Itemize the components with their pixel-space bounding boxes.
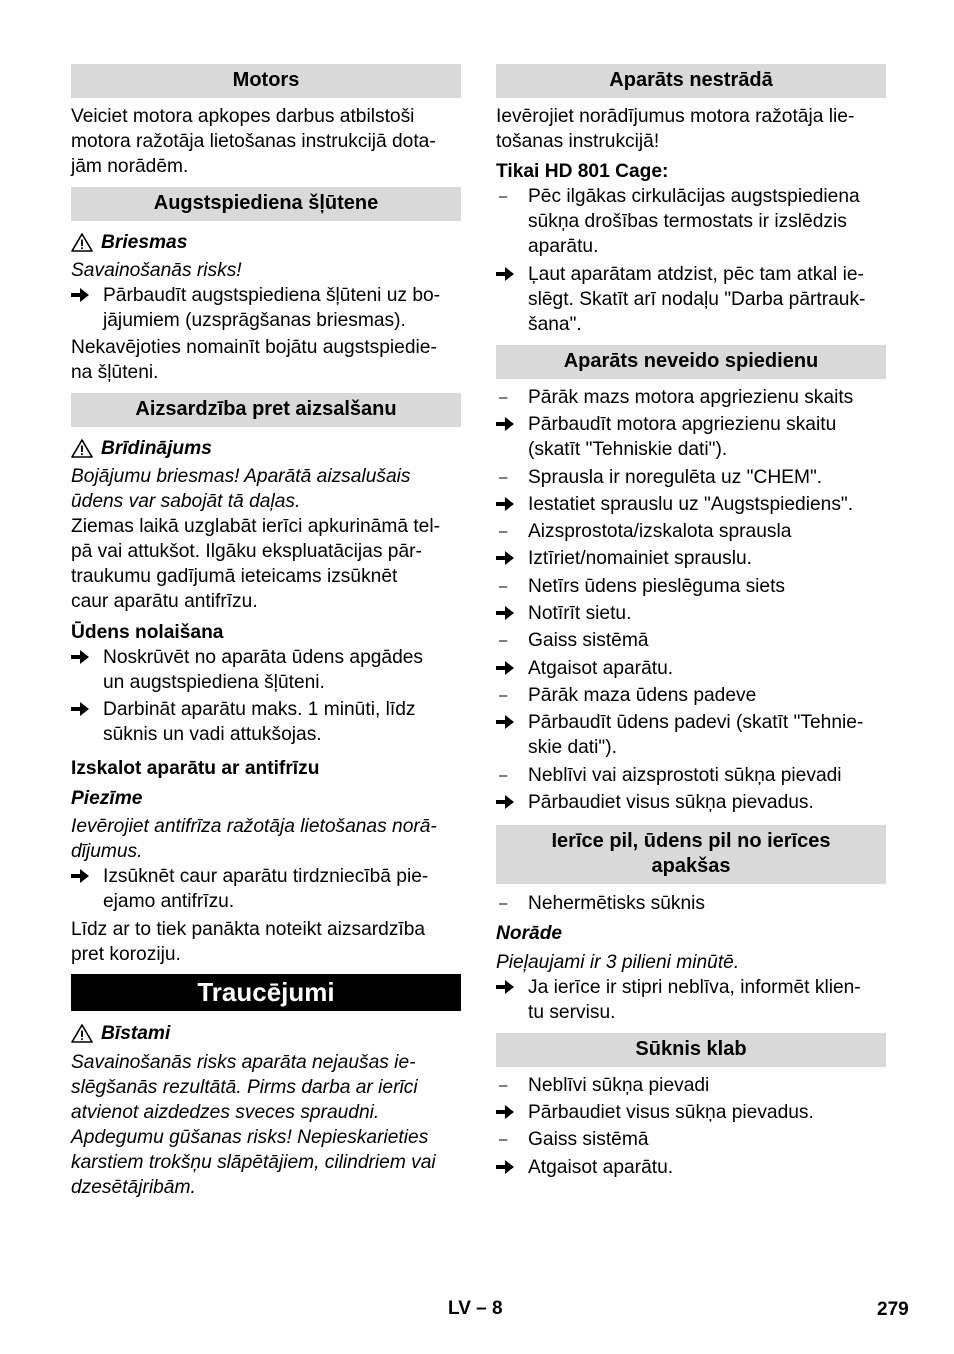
heading-line: apakšas — [651, 854, 731, 877]
frost-body-text — [71, 514, 461, 614]
warning-danger — [71, 230, 461, 255]
rinse-after-text — [71, 917, 461, 967]
text-line: slēgšanās rezultātā. Pirms darba ar ierīci — [71, 1077, 418, 1098]
text-line: Līdz ar to tiek panākta noteikt aizsardzība — [71, 919, 426, 940]
list-item — [496, 546, 886, 571]
dash-bullet: – — [499, 1131, 508, 1149]
text-line: Noskrūvēt no aparāta ūdens apgādes — [103, 647, 424, 668]
text-line: pā vai attukšot. Ilgāku ekspluatācijas pār- — [71, 541, 422, 562]
text-line: Veiciet motora apkopes darbus atbilstoši — [71, 106, 415, 127]
text-line: dījumus. — [71, 841, 143, 862]
text-line: Nehermētisks sūknis — [528, 892, 706, 914]
text-line: Notīrīt sietu. — [528, 603, 632, 625]
dash-bullet: – — [499, 523, 508, 541]
note-label: Piezīme — [71, 788, 143, 809]
text-line: Apdegumu gūšanas risks! Nepieskarieties — [71, 1127, 429, 1148]
arrow-right-icon — [71, 283, 93, 302]
list-item — [496, 790, 886, 815]
text-line: (skatīt "Tehniskie dati"). — [528, 439, 728, 461]
list-item — [496, 1073, 886, 1098]
list-item — [496, 492, 886, 517]
text-line: Neblīvi vai aizsprostoti sūkņa pievadi — [528, 764, 842, 786]
list-item — [496, 1127, 886, 1152]
dash-bullet: – — [499, 894, 508, 912]
list-item — [496, 710, 886, 760]
warning-caution — [71, 436, 461, 461]
right-column — [496, 64, 886, 1180]
text-line: Savainošanās risks aparāta nejaušas ie- — [71, 1052, 416, 1073]
text-line: Pārbaudīt motora apgriezienu skaitu — [528, 414, 837, 436]
text-line: Pārbaudiet visus sūkņa pievadus. — [528, 1102, 814, 1124]
footer-page-number: 279 — [877, 1299, 909, 1320]
warning-label: Briesmas — [101, 232, 188, 253]
chapter-heading-faults: Traucējumi — [71, 974, 461, 1011]
list-item — [496, 891, 886, 916]
text-line: Ja ierīce ir stipri neblīva, informēt klien- — [528, 976, 861, 998]
text-line: Ziemas laikā uzglabāt ierīci apkurināmā tel- — [71, 516, 440, 537]
list-item — [496, 975, 886, 1025]
text-line: Pārbaudīt augstspiediena šļūteni uz bo- — [103, 285, 441, 306]
arrow-right-icon — [71, 864, 93, 883]
text-line: sūknis un vadi attukšojas. — [103, 724, 322, 745]
text-line: karstiem trokšņu slāpētājiem, cilindriem vai — [71, 1152, 436, 1173]
warning-triangle-icon — [71, 233, 93, 252]
arrow-right-icon — [496, 262, 518, 281]
text-line: Pārbaudīt ūdens padevi (skatīt "Tehnie- — [528, 712, 864, 734]
list-item — [71, 864, 461, 914]
text-line: Pēc ilgākas cirkulācijas augstspiediena — [528, 186, 860, 207]
text-line: ūdens var sabojāt tā daļas. — [71, 491, 301, 512]
text-line: tošanas instrukcijā! — [496, 131, 660, 152]
text-line: Bojājumu briesmas! Aparātā aizsalušais — [71, 466, 411, 487]
list-item — [496, 184, 886, 259]
list-item — [496, 628, 886, 653]
text-line: Sprausla ir noregulēta uz "CHEM". — [528, 466, 823, 488]
text-line: Neblīvi sūkņa pievadi — [528, 1074, 710, 1096]
text-line: sūkņa drošības termostats ir izslēdzis — [528, 211, 847, 232]
dash-bullet: – — [499, 632, 508, 650]
knocking-list — [496, 1073, 886, 1180]
list-item — [71, 645, 461, 695]
section-heading-knocking: Sūknis klab — [496, 1033, 886, 1067]
not-working-intro — [496, 104, 886, 154]
text-line: Netīrs ūdens pieslēguma siets — [528, 575, 786, 597]
text-line: tu servisu. — [528, 1001, 616, 1023]
note-label: Norāde — [496, 922, 563, 944]
left-column — [71, 64, 461, 1200]
text-line: aparātu. — [528, 236, 599, 257]
warning-label: Brīdinājums — [101, 438, 212, 459]
list-item — [496, 519, 886, 544]
subheading-model: Tikai HD 801 Cage: — [496, 161, 669, 182]
list-item — [496, 412, 886, 462]
text-line: Gaiss sistēmā — [528, 1129, 649, 1151]
note-text: Pieļaujami ir 3 pilieni minūtē. — [496, 951, 740, 973]
text-line: Pārbaudiet visus sūkņa pievadus. — [528, 791, 814, 813]
list-item — [71, 283, 461, 333]
section-heading-motors: Motors — [71, 64, 461, 98]
arrow-right-icon — [496, 790, 518, 809]
text-line: Ievērojiet norādījumus motora ražotāja lie- — [496, 106, 855, 127]
text-line: šana". — [528, 314, 582, 335]
list-item — [496, 262, 886, 337]
text-line: jājumiem (uzsprāgšanas briesmas). — [103, 310, 406, 331]
list-item — [496, 385, 886, 410]
arrow-right-icon — [496, 710, 518, 729]
text-line: Atgaisot aparātu. — [528, 657, 674, 679]
text-line: na šļūteni. — [71, 362, 159, 383]
text-line: Aizsprostota/izskalota sprausla — [528, 521, 792, 543]
arrow-right-icon — [71, 697, 93, 716]
arrow-right-icon — [71, 645, 93, 664]
list-item — [496, 1100, 886, 1125]
footer-language-page: LV – 8 — [448, 1298, 503, 1319]
text-line: Izsūknēt caur aparātu tirdzniecībā pie- — [103, 866, 429, 887]
text-line: ejamo antifrīzu. — [103, 891, 235, 912]
frost-warning-text — [71, 464, 461, 514]
arrow-right-icon — [496, 492, 518, 511]
note-text — [71, 814, 461, 864]
text-line: Pārāk maza ūdens padeve — [528, 684, 757, 706]
text-line: slēgt. Skatīt arī nodaļu "Darba pārtrauk- — [528, 289, 866, 310]
list-item — [496, 601, 886, 626]
text-line: Iestatiet sprauslu uz "Augstspiediens". — [528, 493, 854, 515]
no-pressure-list — [496, 385, 886, 815]
section-heading-no-pressure: Aparāts neveido spiedienu — [496, 345, 886, 379]
dash-bullet: – — [499, 389, 508, 406]
arrow-right-icon — [496, 412, 518, 431]
warning-danger — [71, 1021, 461, 1046]
text-line: Gaiss sistēmā — [528, 630, 649, 652]
section-heading-leaking — [496, 825, 886, 884]
dash-bullet: – — [499, 766, 508, 784]
motors-text — [71, 104, 461, 179]
arrow-right-icon — [496, 1155, 518, 1174]
section-heading-frost: Aizsardzība pret aizsalšanu — [71, 393, 461, 427]
text-line: un augstspiediena šļūteni. — [103, 672, 325, 693]
text-line: Ievērojiet antifrīza ražotāja lietošanas norā- — [71, 816, 437, 837]
dash-bullet: – — [499, 577, 508, 595]
text-line: caur aparātu antifrīzu. — [71, 591, 258, 612]
subheading-drain: Ūdens nolaišana — [71, 622, 224, 643]
text-line: Pārāk mazs motora apgriezienu skaits — [528, 387, 854, 408]
section-heading-hose: Augstspiediena šļūtene — [71, 187, 461, 221]
dash-bullet: – — [499, 1076, 508, 1094]
heading-line: Ierīce pil, ūdens pil no ierīces — [551, 829, 831, 852]
text-line: skie dati"). — [528, 737, 617, 759]
list-item — [496, 1155, 886, 1180]
section-heading-not-working: Aparāts nestrādā — [496, 64, 886, 98]
text-line: Nekavējoties nomainīt bojātu augstspiedie- — [71, 337, 437, 358]
dash-bullet: – — [499, 686, 508, 704]
faults-warning-text — [71, 1050, 461, 1200]
arrow-right-icon — [496, 975, 518, 994]
warning-text: Savainošanās risks! — [71, 260, 242, 281]
warning-label: Bīstami — [101, 1023, 171, 1044]
dash-bullet: – — [499, 188, 508, 205]
subheading-rinse: Izskalot aparātu ar antifrīzu — [71, 758, 320, 779]
arrow-right-icon — [496, 656, 518, 675]
text-line: pret koroziju. — [71, 944, 181, 965]
arrow-right-icon — [496, 601, 518, 620]
text-line: Iztīriet/nomainiet sprauslu. — [528, 548, 752, 570]
text-line: traukumu gadījumā ieteicams izsūknēt — [71, 566, 398, 587]
list-item — [496, 656, 886, 681]
text-line: Atgaisot aparātu. — [528, 1156, 674, 1178]
list-item — [71, 697, 461, 747]
arrow-right-icon — [496, 546, 518, 565]
list-item — [496, 683, 886, 708]
text-line: dzesētājribām. — [71, 1177, 196, 1198]
list-item — [496, 763, 886, 788]
text-line: motora ražotāja lietošanas instrukcijā dota- — [71, 131, 436, 152]
warning-triangle-icon — [71, 439, 93, 458]
text-line: atvienot aizdedzes sveces spraudni. — [71, 1102, 380, 1123]
arrow-right-icon — [496, 1100, 518, 1119]
warning-triangle-icon — [71, 1024, 93, 1043]
text-line: jām norādēm. — [71, 156, 189, 177]
list-item — [496, 574, 886, 599]
text-line: Darbināt aparātu maks. 1 minūti, līdz — [103, 699, 416, 720]
text-line: Ļaut aparātam atdzist, pēc tam atkal ie- — [528, 264, 864, 285]
dash-bullet: – — [499, 468, 508, 486]
list-item — [496, 465, 886, 490]
hose-after-text — [71, 335, 461, 385]
